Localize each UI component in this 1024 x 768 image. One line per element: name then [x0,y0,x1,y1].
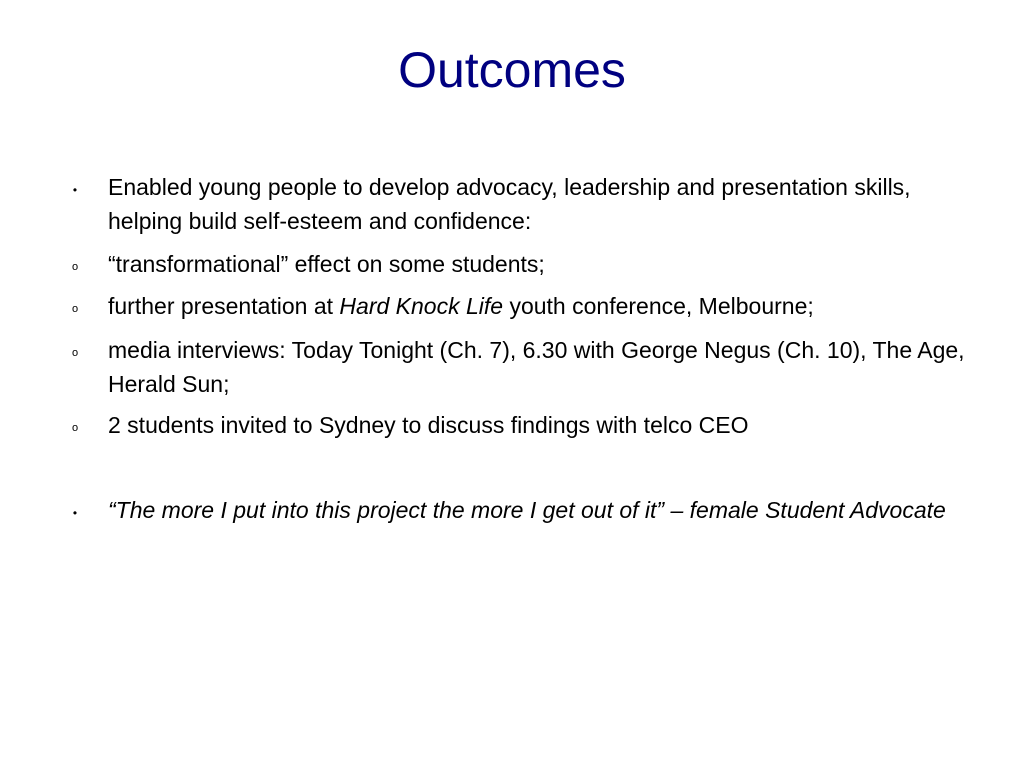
quote-text: “The more I put into this project the more I get out of it” – female Student Advocate [108,497,946,523]
sub-bullet-text: “transformational” effect on some students; [108,251,545,277]
bullet-dot-icon: • [72,183,78,197]
sub-bullet-text [108,289,988,323]
sub-bullet-text: 2 students invited to Sydney to discuss findings with telco CEO [108,412,749,438]
slide-title: Outcomes [398,42,626,98]
sub-bullet-circle-icon: o [71,261,79,273]
sub-bullet-circle-icon: o [71,422,79,434]
event-name-italic: Hard Knock Life [339,293,504,319]
sub-bullet-circle-icon: o [71,347,79,359]
sub-bullet-text-after: youth conference, Melbourne; [503,293,814,319]
bullet-text: Enabled young people to develop advocacy, leadership and presentation skills, helping build self-esteem and confidence: [108,174,911,234]
sub-bullet-text-before: further presentation at [108,293,340,319]
sub-bullet-text: media interviews: Today Tonight (Ch. 7), 6.30 with George Negus (Ch. 10), The Age, Herald Sun; [108,337,965,397]
bullet-dot-icon: • [72,506,78,520]
sub-bullet-circle-icon: o [71,303,79,315]
